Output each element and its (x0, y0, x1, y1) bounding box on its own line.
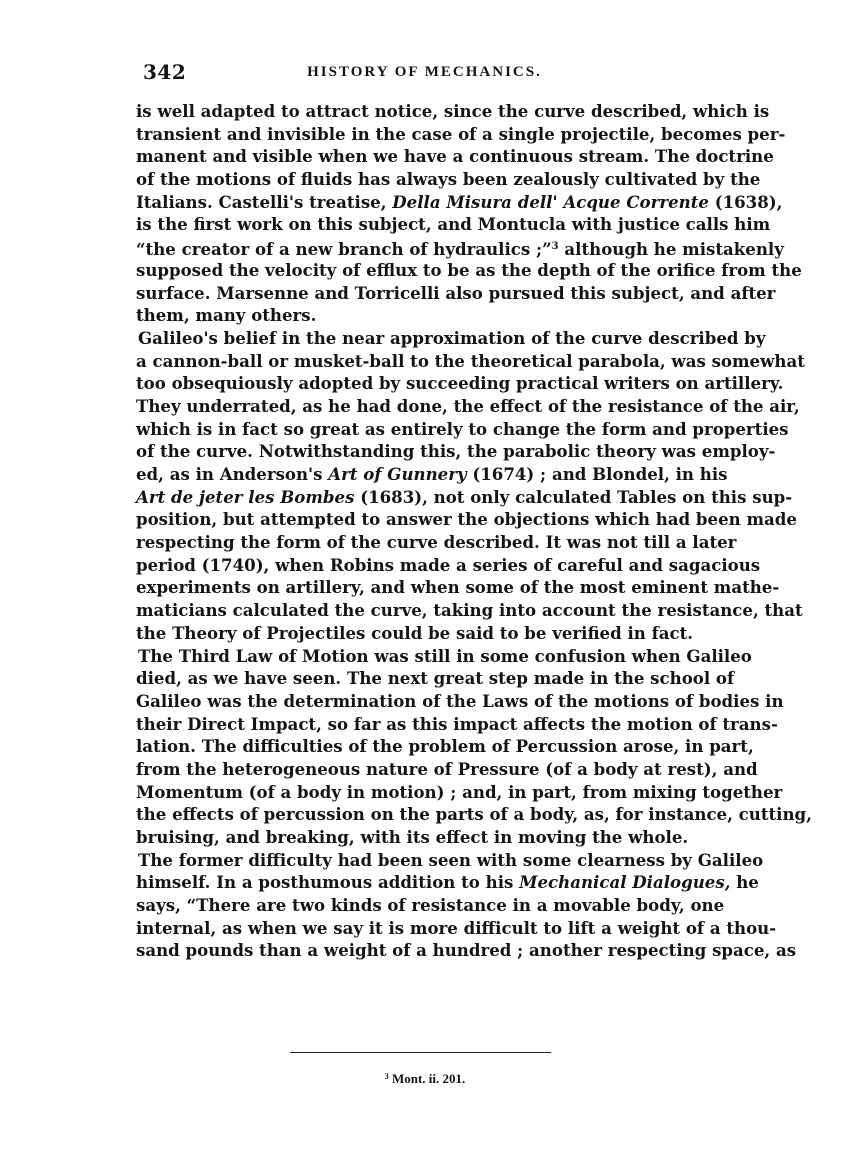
text-segment: (1674) ; and Blondel, in his (466, 464, 728, 484)
footnote-marker: 3 (384, 1072, 389, 1081)
text-segment: from the heterogeneous nature of Pressure (of a body at rest), and (136, 758, 758, 779)
text-segment: supposed the velocity of efflux to be as the depth of the orifice from the (136, 259, 802, 280)
text-segment: the effects of percussion on the parts of a body, as, for instance, cutting, (136, 804, 812, 825)
text-line (136, 372, 784, 395)
text-segment: internal, as when we say it is more difficult to lift a weight of a thou- (136, 917, 777, 938)
text-segment: he (730, 872, 759, 893)
text-line (136, 713, 778, 736)
page-header (143, 56, 706, 86)
text-line (136, 395, 800, 418)
text-line (136, 622, 713, 645)
footnote-rule (290, 1052, 551, 1053)
italic-title: Mechanical Dialogues, (519, 872, 731, 893)
text-segment: sand pounds than a weight of a hundred ; another respecting space, as (136, 940, 797, 961)
text-segment: position, but attempted to answer the objections which had been made (136, 509, 797, 530)
text-segment: Momentum (of a body in motion) ; and, in part, from mixing together (136, 781, 783, 802)
text-segment: says, “There are two kinds of resistance in a movable body, one (136, 895, 725, 916)
text-segment: although he mistakenly (558, 239, 784, 260)
text-segment: of the motions of fluids has always been zealously cultivated by the (136, 169, 761, 190)
text-line (136, 259, 802, 282)
text-segment: The former difficulty had been seen with some clearness by Galileo (138, 849, 764, 870)
text-segment: their Direct Impact, so far as this impact affects the motion of trans- (136, 713, 778, 734)
text-line (136, 871, 759, 894)
text-segment: Galileo's belief in the near approximation of the curve described by (138, 327, 766, 348)
text-segment: Italians. Castelli's treatise, (136, 191, 393, 212)
text-line (136, 599, 803, 622)
text-line (136, 350, 805, 373)
text-segment: too obsequiously adopted by succeeding practical writers on artillery. (136, 373, 784, 394)
text-segment: maticians calculated the curve, taking into account the resistance, that (136, 600, 803, 621)
italic-title: Della Misura dell' Acque Corrente (392, 191, 709, 212)
text-line (136, 758, 758, 781)
text-segment: the Theory of Projectiles could be said to be verified in fact. (136, 622, 694, 643)
text-line (136, 849, 764, 872)
text-line (136, 576, 780, 599)
text-segment: lation. The difficulties of the problem of Percussion arose, in part, (136, 736, 754, 757)
text-line (136, 100, 770, 123)
text-line (136, 781, 783, 804)
body-text (136, 100, 812, 962)
text-segment: bruising, and breaking, with its effect in moving the whole. (136, 827, 689, 847)
text-line (136, 282, 776, 305)
text-line (136, 803, 812, 826)
text-segment: is the first work on this subject, and Montucla with justice calls him (136, 214, 771, 235)
text-segment: himself. In a posthumous addition to his (136, 872, 520, 893)
text-line (136, 123, 786, 146)
text-segment: transient and invisible in the case of a single projectile, becomes per- (136, 123, 786, 144)
text-segment: manent and visible when we have a continuous stream. The doctrine (136, 146, 774, 167)
text-segment: respecting the form of the curve described. It was not till a later (136, 532, 737, 553)
text-segment: Galileo was the determination of the Laws of the motions of bodies in (136, 690, 784, 711)
text-line (136, 917, 777, 940)
text-segment: They underrated, as he had done, the effect of the resistance of the air, (136, 395, 800, 416)
text-line (136, 463, 728, 486)
footnote-reference: 3 (551, 241, 559, 253)
text-segment: surface. Marsenne and Torricelli also pursued this subject, and after (136, 282, 776, 303)
text-segment: The Third Law of Motion was still in some confusion when Galileo (138, 645, 752, 666)
text-segment: died, as we have seen. The next great step made in the school of (136, 668, 735, 689)
text-line (136, 236, 784, 260)
page-number: 342 (143, 60, 187, 84)
text-line (136, 486, 793, 509)
text-line (136, 327, 766, 350)
text-line (136, 735, 754, 758)
text-line (136, 939, 797, 962)
text-line (136, 690, 784, 713)
text-line (136, 168, 761, 191)
text-segment: a cannon-ball or musket-ball to the theoretical parabola, was somewhat (136, 350, 805, 371)
italic-title: Art de jeter les Bombes (136, 486, 355, 507)
text-segment: which is in fact so great as entirely to change the form and properties (136, 418, 789, 439)
text-line (136, 191, 783, 214)
text-segment: is well adapted to attract notice, since the curve described, which is (136, 101, 770, 121)
text-segment: “the creator of a new branch of hydraulics ;” (136, 239, 552, 260)
text-line (136, 826, 713, 849)
text-segment: period (1740), when Robins made a series of careful and sagacious (136, 554, 761, 575)
running-head: HISTORY OF MECHANICS. (307, 64, 542, 80)
text-segment: (1683), not only calculated Tables on this sup- (354, 486, 793, 507)
text-line (136, 440, 776, 463)
text-line (136, 531, 737, 554)
text-line (136, 508, 797, 531)
text-line (136, 667, 735, 690)
text-line (136, 894, 725, 917)
italic-title: Art of Gunnery (328, 464, 467, 484)
text-segment: experiments on artillery, and when some of the most eminent mathe- (136, 577, 780, 598)
text-segment: ed, as in Anderson's (136, 464, 329, 484)
text-segment: (1638), (708, 191, 783, 212)
text-line (136, 213, 771, 236)
text-segment: of the curve. Notwithstanding this, the parabolic theory was employ- (136, 441, 776, 462)
text-line (136, 145, 774, 168)
text-line (136, 645, 752, 668)
text-segment: them, many others. (136, 305, 317, 326)
text-line (136, 304, 713, 327)
footnote-text: Mont. ii. 201. (391, 1071, 466, 1086)
text-line (136, 418, 789, 441)
text-line (136, 554, 761, 577)
footnote (0, 1071, 850, 1087)
